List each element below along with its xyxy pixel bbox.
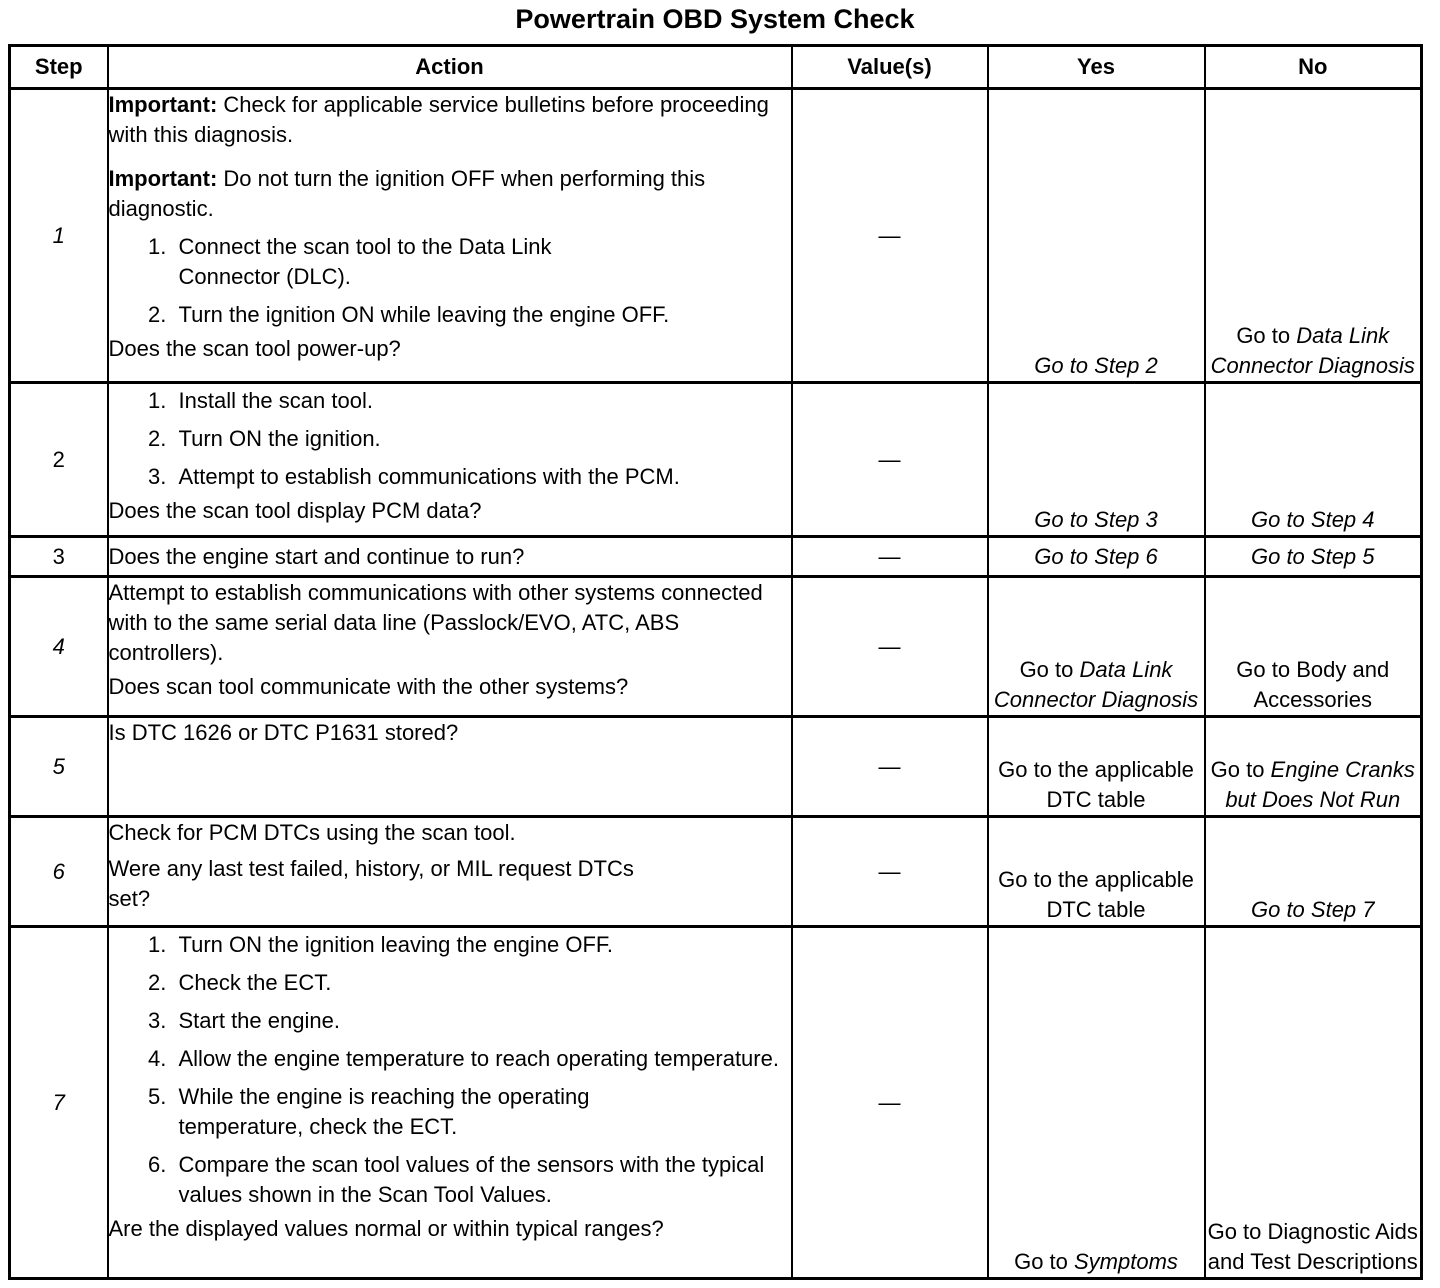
header-row (10, 46, 1422, 89)
header-values: Value(s) (792, 46, 988, 89)
list-item: 5. While the engine is reaching the operating temperature, check the ECT. (173, 1082, 791, 1142)
no-cell: Go to Diagnostic Aids and Test Descriptions (1205, 927, 1422, 1279)
action-cell (108, 383, 792, 537)
step-number: 1 (10, 89, 108, 383)
list-item: 1. Install the scan tool. (173, 386, 791, 416)
reference-link[interactable]: Data Link Connector Diagnosis (1210, 323, 1415, 378)
reference-link[interactable]: Engine Cranks but Does Not Run (1225, 757, 1415, 812)
list-item: 6. Compare the scan tool values of the sensors with the typical values shown in the Scan Tool Values. (173, 1150, 791, 1210)
header-yes: Yes (988, 46, 1205, 89)
question: Does the scan tool display PCM data? (108, 498, 482, 523)
table-row (10, 383, 1422, 537)
no-cell: Go to Step 7 (1205, 817, 1422, 927)
table-row (10, 577, 1422, 717)
yes-cell: Go to Symptoms (988, 927, 1205, 1279)
action-cell (108, 927, 792, 1279)
table-row (10, 537, 1422, 577)
step-number: 3 (10, 537, 108, 577)
yes-cell: Go to Step 3 (988, 383, 1205, 537)
header-no: No (1205, 46, 1422, 89)
values-cell: — (792, 89, 988, 383)
list-item: 4. Allow the engine temperature to reach operating temperature. (173, 1044, 791, 1074)
question: Were any last test failed, history, or MIL request DTCs set? (108, 856, 634, 911)
header-action: Action (108, 46, 792, 89)
action-text: Check for PCM DTCs using the scan tool. (108, 820, 516, 845)
action-steps (109, 930, 791, 1210)
action-cell (108, 577, 792, 717)
table-row (10, 717, 1422, 817)
question: Is DTC 1626 or DTC P1631 stored? (108, 720, 459, 745)
header-step: Step (10, 46, 108, 89)
action-cell (108, 717, 792, 817)
page-title: Powertrain OBD System Check (515, 4, 915, 34)
action-steps (109, 232, 791, 330)
important-note: Important: Check for applicable service bulletins before proceeding with this diagnosis. (108, 92, 769, 147)
list-item: 2. Turn the ignition ON while leaving the engine OFF. (173, 300, 791, 330)
table-row (10, 927, 1422, 1279)
values-cell: — (792, 927, 988, 1279)
values-cell: — (792, 537, 988, 577)
list-item: 1. Connect the scan tool to the Data Link Connector (DLC). (173, 232, 791, 292)
step-number: 2 (10, 383, 108, 537)
action-steps (109, 386, 791, 492)
reference-link[interactable]: Data Link Connector Diagnosis (993, 657, 1199, 712)
list-item: 2. Turn ON the ignition. (173, 424, 791, 454)
important-note: Important: Do not turn the ignition OFF when performing this diagnostic. (108, 166, 706, 221)
table-row (10, 817, 1422, 927)
no-cell: Go to Data Link Connector Diagnosis (1205, 89, 1422, 383)
no-cell: Go to Step 5 (1205, 537, 1422, 577)
action-text: Attempt to establish communications with other systems connected with to the same serial data line (Passlock/EVO, ATC, ABS controllers). (108, 580, 763, 665)
list-item: 3. Attempt to establish communications with the PCM. (173, 462, 791, 492)
question: Does scan tool communicate with the other systems? (108, 674, 629, 699)
question: Are the displayed values normal or within typical ranges? (108, 1216, 664, 1241)
values-cell: — (792, 717, 988, 817)
question: Does the scan tool power-up? (108, 336, 401, 361)
obd-check-table (8, 44, 1423, 1280)
values-cell: — (792, 817, 988, 927)
yes-cell: Go to the applicable DTC table (988, 817, 1205, 927)
step-number: 4 (10, 577, 108, 717)
values-cell: — (792, 577, 988, 717)
action-cell (108, 537, 792, 577)
list-item: 2. Check the ECT. (173, 968, 791, 998)
action-cell (108, 817, 792, 927)
reference-link[interactable]: Symptoms (1074, 1249, 1178, 1274)
action-cell (108, 89, 792, 383)
step-number: 6 (10, 817, 108, 927)
values-cell: — (792, 383, 988, 537)
yes-cell: Go to Step 2 (988, 89, 1205, 383)
yes-cell: Go to Step 6 (988, 537, 1205, 577)
step-number: 7 (10, 927, 108, 1279)
table-row (10, 89, 1422, 383)
question: Does the engine start and continue to run? (108, 543, 525, 569)
no-cell: Go to Engine Cranks but Does Not Run (1205, 717, 1422, 817)
no-cell: Go to Body and Accessories (1205, 577, 1422, 717)
list-item: 3. Start the engine. (173, 1006, 791, 1036)
step-number: 5 (10, 717, 108, 817)
yes-cell: Go to the applicable DTC table (988, 717, 1205, 817)
no-cell: Go to Step 4 (1205, 383, 1422, 537)
yes-cell: Go to Data Link Connector Diagnosis (988, 577, 1205, 717)
list-item: 1. Turn ON the ignition leaving the engine OFF. (173, 930, 791, 960)
